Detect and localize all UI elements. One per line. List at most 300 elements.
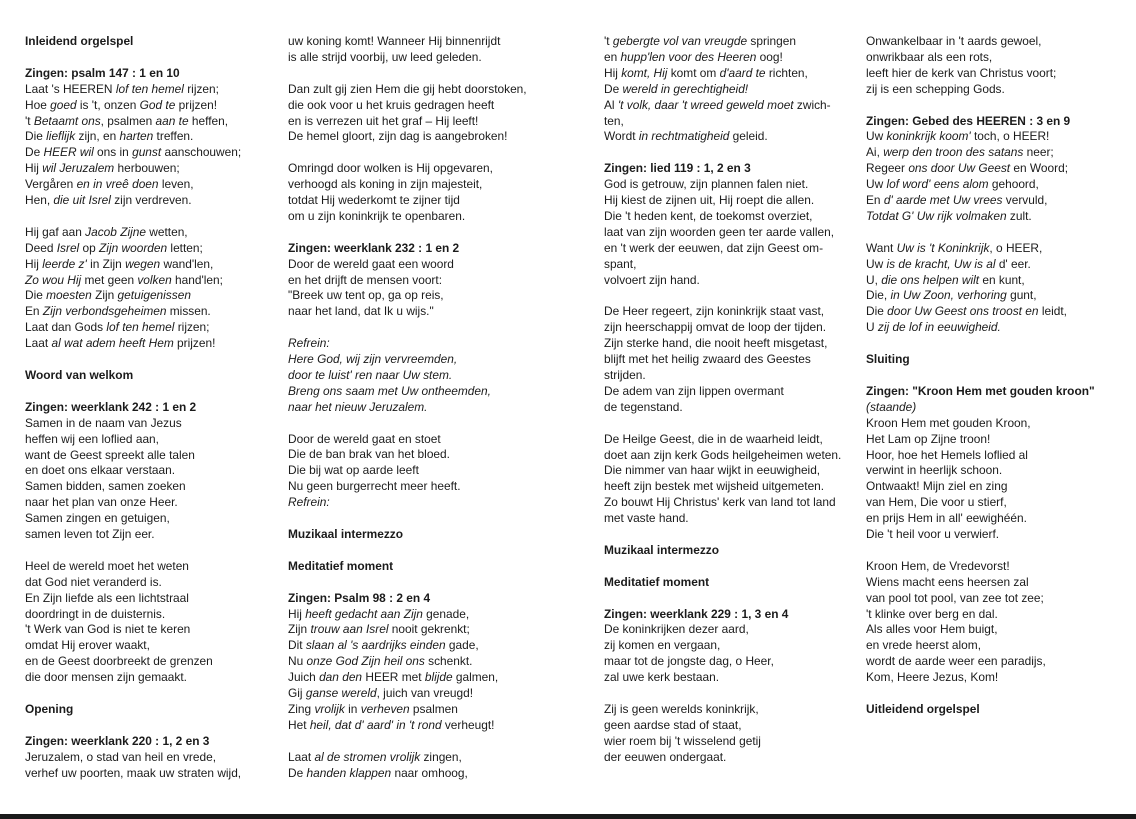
line-text: en is verrezen uit het graf – Hij leeft! — [288, 113, 479, 128]
line-text: Dan zult gij zien Hem die gij hebt doorstoken, — [288, 81, 527, 96]
column-1 — [25, 34, 275, 797]
line-text: verhef uw poorten, maak uw straten wijd, — [25, 765, 242, 780]
line-text: 't Werk van God is niet te keren — [25, 622, 191, 637]
line-text: toch, o HEER! — [970, 129, 1050, 144]
line-text: heeft zijn bestek met wijsheid uitgemeten. — [604, 479, 825, 494]
text-line — [866, 591, 1126, 607]
text-line — [866, 432, 1126, 448]
line-text: Die 't heil voor u verwierf. — [866, 527, 1000, 542]
line-text: Het Lam op Zijne troon! — [866, 431, 991, 446]
line-text: herbouwen; — [114, 161, 180, 176]
text-line — [25, 638, 275, 654]
line-text: omdat Hij erover waakt, — [25, 638, 150, 653]
text-block — [866, 241, 1126, 336]
line-text: Al — [604, 97, 618, 112]
italic-text: Here God, wij zijn vervreemden, — [288, 352, 458, 367]
text-block — [25, 34, 275, 50]
line-text: De — [604, 81, 623, 96]
line-text: 't — [604, 34, 613, 48]
italic-text: die uit Isrel — [53, 193, 111, 208]
text-block — [288, 336, 548, 416]
text-line — [25, 145, 275, 161]
line-text: naar het land, dat Ik u wijs." — [288, 304, 434, 319]
line-text: en Woord; — [1010, 161, 1069, 176]
line-text: Die — [25, 129, 47, 144]
line-text: Die bij wat op aarde leeft — [288, 463, 419, 478]
text-line — [604, 479, 854, 495]
text-line — [25, 416, 275, 432]
heading-text: Zingen: "Kroon Hem met gouden kroon" — [866, 383, 1095, 398]
line-text: De — [288, 765, 307, 780]
section-heading — [25, 368, 275, 384]
text-line — [604, 511, 854, 527]
line-text: Zij is geen werelds koninkrijk, — [604, 701, 759, 716]
italic-text: ons door Uw Geest — [908, 161, 1011, 176]
line-text: Kom, Heere Jezus, Kom! — [866, 670, 999, 685]
line-text: Hij — [25, 161, 43, 176]
text-block — [25, 702, 275, 718]
line-text: naar omhoog, — [391, 765, 468, 780]
line-text: En — [25, 304, 43, 319]
italic-text: Breng ons saam met Uw ontheemden, — [288, 383, 491, 398]
line-text: En — [866, 193, 884, 208]
line-text: onwrikbaar als een rots, — [866, 49, 993, 64]
line-text: treffen. — [153, 129, 194, 144]
line-text: ten, — [604, 113, 624, 128]
line-text: Nu — [288, 654, 307, 669]
text-block — [866, 384, 1126, 543]
section-heading — [866, 702, 1126, 718]
text-line — [866, 448, 1126, 464]
text-line — [604, 193, 854, 209]
column-3 — [604, 34, 854, 781]
line-text: Uw — [866, 256, 887, 271]
text-line — [604, 400, 854, 416]
text-line — [288, 193, 548, 209]
line-text: is alle strijd voorbij, uw leed geleden. — [288, 49, 482, 64]
line-text: uw koning komt! Wanneer Hij binnenrijdt — [288, 34, 501, 48]
text-line — [866, 177, 1126, 193]
text-line — [604, 50, 854, 66]
heading-text: Zingen: weerklank 220 : 1, 2 en 3 — [25, 733, 210, 748]
italic-text: komt, Hij — [621, 65, 668, 80]
line-text: en het drijft de mensen voort: — [288, 272, 443, 287]
text-block — [25, 559, 275, 686]
text-line — [25, 98, 275, 114]
text-line — [604, 98, 854, 114]
line-text: Ai, — [866, 145, 884, 160]
line-text: zijn, en — [75, 129, 120, 144]
text-line — [288, 257, 548, 273]
text-line — [604, 384, 854, 400]
text-line — [25, 129, 275, 145]
text-line — [866, 66, 1126, 82]
line-text: Hoor, hoe het Hemels loflied al — [866, 447, 1028, 462]
line-text: Laat — [288, 749, 315, 764]
text-line — [288, 129, 548, 145]
line-text: psalmen — [409, 701, 458, 716]
line-text: En Zijn liefde als een lichtstraal — [25, 590, 189, 605]
text-line — [288, 209, 548, 225]
line-text: Hij — [25, 256, 43, 271]
line-text: en 't werk der eeuwen, dat zijn Geest om- — [604, 240, 824, 255]
italic-text: al wat adem heeft Hem — [51, 336, 174, 351]
italic-text: is de kracht, Uw is al — [886, 256, 996, 271]
text-line — [866, 559, 1126, 575]
text-line — [866, 638, 1126, 654]
heading-text: Zingen: lied 119 : 1, 2 en 3 — [604, 161, 751, 176]
italic-text: moesten — [46, 288, 92, 303]
section-heading — [288, 591, 548, 607]
line-text: Laat 's HEEREN — [25, 81, 116, 96]
text-line — [25, 161, 275, 177]
italic-text: 't volk, daar 't wreed geweld moet — [617, 97, 794, 112]
line-text: God is getrouw, zijn plannen falen niet. — [604, 177, 809, 192]
text-block — [25, 225, 275, 352]
italic-text: koninkrijk koom' — [886, 129, 971, 144]
text-line — [866, 400, 1126, 416]
line-text: Uw — [866, 129, 887, 144]
line-text: dat God niet veranderd is. — [25, 574, 162, 589]
section-heading — [25, 34, 275, 50]
text-line — [25, 622, 275, 638]
italic-text: werp den troon des satans — [883, 145, 1024, 160]
text-line — [288, 766, 548, 782]
line-text: Laat — [25, 336, 52, 351]
line-text: Omringd door wolken is Hij opgevaren, — [288, 161, 493, 176]
text-line — [25, 241, 275, 257]
line-text: , juich van vreugd! — [376, 686, 474, 701]
text-line — [866, 34, 1126, 50]
italic-text: wil Jeruzalem — [42, 161, 115, 176]
italic-text: handen klappen — [306, 765, 392, 780]
italic-text: (staande) — [866, 399, 917, 414]
line-text: ons in — [93, 145, 133, 160]
text-line — [288, 304, 548, 320]
italic-text: God te — [139, 97, 176, 112]
italic-text: Refrein: — [288, 336, 330, 351]
italic-text: al de stromen vrolijk — [314, 749, 421, 764]
italic-text: Jacob Zijne — [85, 224, 146, 239]
line-text: geleid. — [729, 129, 768, 144]
line-text: zal uwe kerk bestaan. — [604, 670, 720, 685]
italic-text: getuigenissen — [117, 288, 191, 303]
text-line — [604, 82, 854, 98]
italic-text: door te luist' ren naar Uw stem. — [288, 367, 453, 382]
text-line — [604, 718, 854, 734]
line-text: der eeuwen ondergaat. — [604, 749, 727, 764]
italic-text: harten — [119, 129, 154, 144]
italic-text: lieflijk — [46, 129, 76, 144]
line-text: U, — [866, 272, 882, 287]
text-block — [288, 527, 548, 543]
text-line — [604, 241, 854, 257]
line-text: De adem van zijn lippen overmant — [604, 383, 784, 398]
text-line — [25, 432, 275, 448]
text-line — [25, 479, 275, 495]
line-text: zwich- — [793, 97, 831, 112]
text-line — [288, 114, 548, 130]
line-text: Onwankelbaar in 't aards gewoel, — [866, 34, 1042, 48]
line-text: doordringt in de duisternis. — [25, 606, 166, 621]
text-block — [604, 304, 854, 415]
line-text: en prijs Hem in all' eewighéén. — [866, 511, 1027, 526]
italic-text: die ons helpen wilt — [881, 272, 980, 287]
text-line — [604, 638, 854, 654]
text-block — [604, 432, 854, 527]
line-text: en vrede heerst alom, — [866, 638, 982, 653]
line-text: Laat dan Gods — [25, 320, 107, 335]
text-line — [604, 352, 854, 368]
text-line — [604, 336, 854, 352]
line-text: Door de wereld gaat een woord — [288, 256, 454, 271]
line-text: zingen, — [420, 749, 462, 764]
text-line — [25, 495, 275, 511]
line-text: maar tot de jongste dag, o Heer, — [604, 654, 774, 669]
italic-text: wereld in gerechtigheid! — [622, 81, 749, 96]
line-text: verhoogd als koning in zijn majesteit, — [288, 177, 483, 192]
line-text: Vergåren — [25, 177, 77, 192]
text-block — [604, 607, 854, 687]
text-line — [604, 463, 854, 479]
text-line — [25, 559, 275, 575]
text-line — [25, 288, 275, 304]
line-text: strijden. — [604, 368, 646, 382]
text-line — [25, 766, 275, 782]
text-line — [866, 193, 1126, 209]
text-line — [288, 654, 548, 670]
italic-text: in Uw Zoon, verhoring — [890, 288, 1007, 303]
text-line — [25, 607, 275, 623]
text-line — [866, 129, 1126, 145]
line-text: Als alles voor Hem buigt, — [866, 622, 998, 637]
section-heading — [288, 559, 548, 575]
text-line — [604, 129, 854, 145]
text-block — [604, 161, 854, 288]
text-line — [866, 575, 1126, 591]
line-text: wordt de aarde weer een paradijs, — [866, 654, 1046, 669]
line-text: en — [604, 49, 621, 64]
text-line — [288, 479, 548, 495]
line-text: Want — [866, 240, 897, 255]
text-line — [604, 209, 854, 225]
line-text: U — [866, 320, 878, 335]
text-line — [604, 734, 854, 750]
line-text: verwint in heerlijk schoon. — [866, 463, 1003, 478]
line-text: in — [344, 701, 361, 716]
line-text: richten, — [765, 65, 808, 80]
line-text: en doet ons elkaar verstaan. — [25, 463, 176, 478]
text-line — [604, 368, 854, 384]
line-text: om u zijn koninkrijk te openbaren. — [288, 208, 466, 223]
line-text: aanschouwen; — [161, 145, 242, 160]
text-block — [288, 241, 548, 321]
section-heading — [288, 241, 548, 257]
line-text: Zijn sterke hand, die nooit heeft misgetast, — [604, 336, 828, 351]
italic-text: onze God Zijn heil ons — [306, 654, 425, 669]
text-block — [25, 400, 275, 543]
text-block — [288, 161, 548, 225]
text-line — [866, 670, 1126, 686]
line-text: missen. — [166, 304, 211, 319]
bottom-border — [0, 814, 1136, 819]
column-4 — [866, 34, 1126, 734]
line-text: geen aardse stad of staat, — [604, 717, 742, 732]
text-line — [288, 384, 548, 400]
italic-text: lof ten hemel — [106, 320, 175, 335]
text-line — [866, 527, 1126, 543]
text-line — [604, 670, 854, 686]
heading-text: Opening — [25, 701, 74, 716]
line-text: De Heer regeert, zijn koninkrijk staat vast, — [604, 304, 825, 319]
text-line — [288, 447, 548, 463]
text-line — [604, 448, 854, 464]
section-heading — [604, 543, 854, 559]
line-text: De hemel gloort, zijn dag is aangebroken! — [288, 129, 508, 144]
line-text: Zijn — [288, 622, 311, 637]
italic-text: lof ten hemel — [115, 81, 184, 96]
text-line — [288, 432, 548, 448]
text-block — [25, 734, 275, 782]
heading-text: Zingen: Psalm 98 : 2 en 4 — [288, 590, 431, 605]
text-line — [288, 463, 548, 479]
text-line — [25, 654, 275, 670]
italic-text: lof word' eens alom — [886, 177, 989, 192]
section-heading — [25, 400, 275, 416]
column-2 — [288, 34, 548, 797]
text-block — [288, 432, 548, 512]
text-line — [866, 416, 1126, 432]
text-line — [288, 400, 548, 416]
line-text: en de Geest doorbreekt de grenzen — [25, 654, 213, 669]
line-text: Hen, — [25, 193, 54, 208]
section-heading — [866, 384, 1126, 400]
section-heading — [866, 114, 1126, 130]
heading-text: Zingen: weerklank 229 : 1, 3 en 4 — [604, 606, 789, 621]
heading-text: Zingen: weerklank 232 : 1 en 2 — [288, 240, 460, 255]
line-text: Dit — [288, 638, 306, 653]
line-text: Die — [25, 288, 47, 303]
text-line — [25, 257, 275, 273]
text-line — [866, 511, 1126, 527]
italic-text: verheven — [360, 701, 410, 716]
line-text: de tegenstand. — [604, 399, 683, 414]
italic-text: Zo wou Hij — [25, 272, 82, 287]
italic-text: d'aard te — [719, 65, 766, 80]
heading-text: Meditatief moment — [288, 558, 394, 573]
text-line — [866, 479, 1126, 495]
line-text: leven, — [158, 177, 194, 192]
text-line — [25, 750, 275, 766]
italic-text: Zijn verbondsgeheimen — [42, 304, 167, 319]
italic-text: heil, dat d' aard' in 't rond — [309, 717, 442, 732]
line-text: want de Geest spreekt alle talen — [25, 447, 195, 462]
text-line — [288, 177, 548, 193]
heading-text: Inleidend orgelspel — [25, 34, 134, 48]
line-text: Zing — [288, 701, 315, 716]
text-line — [288, 82, 548, 98]
italic-text: hupp'len voor des Heeren — [620, 49, 757, 64]
line-text: heffen wij een loflied aan, — [25, 431, 159, 446]
line-text: Wiens macht eens heersen zal — [866, 574, 1029, 589]
text-line — [288, 607, 548, 623]
text-line — [25, 511, 275, 527]
line-text: gade, — [445, 638, 479, 653]
text-line — [866, 654, 1126, 670]
text-line — [25, 575, 275, 591]
text-block — [866, 34, 1126, 98]
text-line — [25, 273, 275, 289]
section-heading — [604, 607, 854, 623]
line-text: doet aan zijn kerk Gods heilgeheimen weten. — [604, 447, 842, 462]
text-line — [604, 622, 854, 638]
text-line — [288, 702, 548, 718]
text-line — [604, 495, 854, 511]
line-text: De koninkrijken dezer aard, — [604, 622, 749, 637]
line-text: springen — [747, 34, 797, 48]
text-line — [288, 368, 548, 384]
line-text: rijzen; — [174, 320, 210, 335]
line-text: wier roem bij 't wisselend getij — [604, 733, 761, 748]
line-text: "Breek uw tent op, ga op reis, — [288, 288, 444, 303]
text-line — [866, 273, 1126, 289]
line-text: in Zijn — [86, 256, 126, 271]
text-line — [604, 273, 854, 289]
line-text: Jeruzalem, o stad van heil en vrede, — [25, 749, 217, 764]
line-text: Door de wereld gaat en stoet — [288, 431, 441, 446]
text-line — [866, 161, 1126, 177]
section-heading — [288, 527, 548, 543]
line-text: verheugt! — [441, 717, 495, 732]
italic-text: zij de lof in eeuwigheid. — [877, 320, 1001, 335]
text-line — [866, 209, 1126, 225]
text-block — [866, 114, 1126, 225]
text-line — [25, 591, 275, 607]
text-line — [288, 495, 548, 511]
heading-text: Zingen: weerklank 242 : 1 en 2 — [25, 399, 197, 414]
line-text: Het — [288, 717, 310, 732]
line-text: Juich — [288, 670, 320, 685]
line-text: Die de ban brak van het bloed. — [288, 447, 450, 462]
text-line — [288, 161, 548, 177]
text-line — [25, 670, 275, 686]
line-text: is 't, onzen — [76, 97, 140, 112]
line-text: Hij gaf aan — [25, 224, 86, 239]
line-text: Hij kiest de zijnen uit, Hij roept die allen. — [604, 193, 815, 208]
text-line — [25, 527, 275, 543]
italic-text: Totdat G' Uw rijk volmaken — [866, 208, 1007, 223]
heading-text: Zingen: Gebed des HEEREN : 3 en 9 — [866, 113, 1071, 128]
heading-text: Meditatief moment — [604, 574, 710, 589]
line-text: HEER met — [362, 670, 425, 685]
text-line — [25, 193, 275, 209]
line-text: De — [25, 145, 44, 160]
text-line — [288, 638, 548, 654]
line-text: blijft met het heilig zwaard des Geestes — [604, 352, 811, 367]
text-line — [866, 463, 1126, 479]
italic-text: en in vreê doen — [76, 177, 159, 192]
line-text: Nu geen burgerrecht meer heeft. — [288, 479, 461, 494]
line-text: heffen, — [188, 113, 229, 128]
line-text: De Heilge Geest, die in de waarheid leidt, — [604, 431, 823, 446]
text-line — [25, 114, 275, 130]
text-line — [604, 257, 854, 273]
line-text: Die 't heden kent, de toekomst overziet, — [604, 208, 813, 223]
line-text: Zijn — [91, 288, 118, 303]
section-heading — [604, 575, 854, 591]
line-text: en kunt, — [979, 272, 1025, 287]
line-text: Die nimmer van haar wijkt in eeuwigheid, — [604, 463, 821, 478]
